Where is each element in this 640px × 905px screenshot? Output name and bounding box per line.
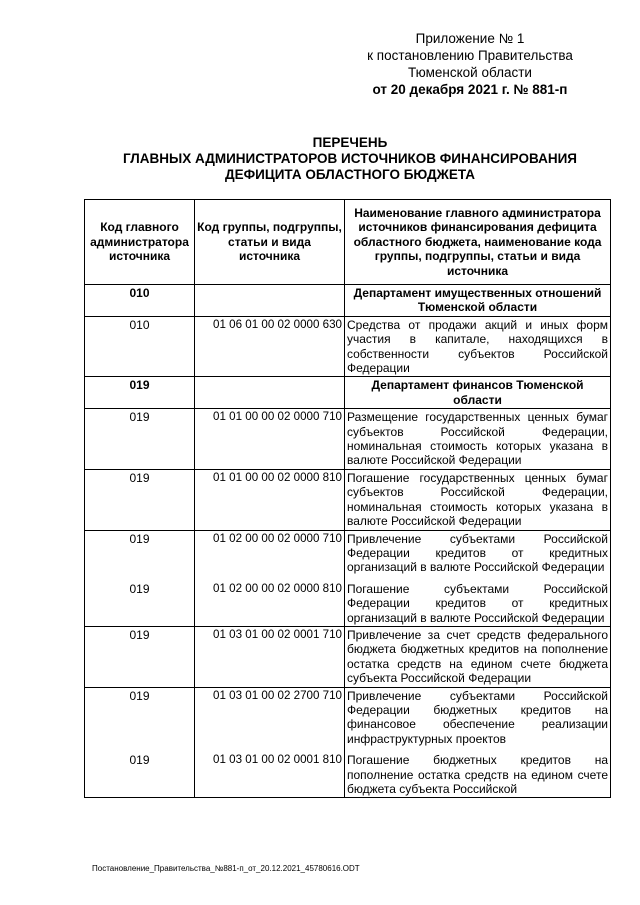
- cell-name: Департамент имущественных отношений Тюменской области: [345, 285, 611, 317]
- appendix-date: от 20 декабря 2021 г. № 881-п: [372, 82, 568, 97]
- sources-table: [84, 199, 611, 798]
- title-line-2: ГЛАВНЫХ АДМИНИСТРАТОРОВ ИСТОЧНИКОВ ФИНАНСИРОВАНИЯ: [122, 151, 577, 166]
- cell-source-code: [195, 285, 345, 317]
- header-admin-code: Код главного администратора источника: [85, 200, 195, 285]
- cell-source-code: 01 02 00 00 02 0000 710: [195, 530, 345, 576]
- cell-source-code: 01 01 00 00 02 0000 810: [195, 469, 345, 530]
- table-row: [85, 626, 611, 687]
- table-header-row: [85, 200, 611, 285]
- table-row: [85, 469, 611, 530]
- cell-source-code: [195, 377, 345, 409]
- title-line-3: ДЕФИЦИТА ОБЛАСТНОГО БЮДЖЕТА: [225, 167, 475, 182]
- cell-admin-code: 019: [85, 687, 195, 747]
- appendix-label: Приложение № 1: [415, 31, 525, 46]
- appendix-ref: к постановлению Правительства: [367, 48, 573, 63]
- cell-name: Размещение государственных ценных бумаг субъектов Российской Федерации, номинальная стоимость которых указана в валюте Российской Федерации: [345, 409, 611, 470]
- cell-admin-code: 010: [85, 316, 195, 377]
- cell-admin-code: 019: [85, 530, 195, 576]
- table-row: [85, 576, 611, 627]
- table-row-department: [85, 377, 611, 409]
- cell-admin-code: 019: [85, 469, 195, 530]
- document-footer: Постановление_Правительства_№881-п_от_20.12.2021_45780616.ODT: [92, 864, 360, 873]
- cell-name: Привлечение субъектами Российской Федерации кредитов от кредитных организаций в валюте Российской Федерации: [345, 530, 611, 576]
- cell-source-code: 01 01 00 00 02 0000 710: [195, 409, 345, 470]
- cell-admin-code: 019: [85, 576, 195, 627]
- cell-source-code: 01 06 01 00 02 0000 630: [195, 316, 345, 377]
- cell-name: Привлечение за счет средств федерального бюджета бюджетных кредитов на пополнение остатка средств на едином счете бюджета субъекта Российской Федерации: [345, 626, 611, 687]
- cell-source-code: 01 03 01 00 02 0001 810: [195, 747, 345, 798]
- cell-source-code: 01 03 01 00 02 0001 710: [195, 626, 345, 687]
- title-line-1: ПЕРЕЧЕНЬ: [312, 135, 388, 150]
- cell-admin-code: 019: [85, 747, 195, 798]
- cell-admin-code: 019: [85, 377, 195, 409]
- table-row: [85, 747, 611, 798]
- appendix-block: [340, 30, 600, 98]
- document-title: [60, 135, 640, 183]
- cell-name: Погашение субъектами Российской Федерации кредитов от кредитных организаций в валюте Российской Федерации: [345, 576, 611, 627]
- table-row: [85, 530, 611, 576]
- cell-admin-code: 019: [85, 409, 195, 470]
- cell-name: Привлечение субъектами Российской Федерации бюджетных кредитов на финансовое обеспечение реализации инфраструктурных проектов: [345, 687, 611, 747]
- cell-name: Погашение бюджетных кредитов на пополнение остатка средств на едином счете бюджета субъекта Российской: [345, 747, 611, 798]
- cell-admin-code: 019: [85, 626, 195, 687]
- table-row: [85, 687, 611, 747]
- table-row-department: [85, 285, 611, 317]
- cell-name: Погашение государственных ценных бумаг субъектов Российской Федерации, номинальная стоимость которых указана в валюте Российской Федерации: [345, 469, 611, 530]
- cell-admin-code: 010: [85, 285, 195, 317]
- cell-source-code: 01 03 01 00 02 2700 710: [195, 687, 345, 747]
- header-source-code: Код группы, подгруппы, статьи и вида источника: [195, 200, 345, 285]
- cell-name: Департамент финансов Тюменской области: [345, 377, 611, 409]
- table-row: [85, 409, 611, 470]
- table-row: [85, 316, 611, 377]
- cell-name: Средства от продажи акций и иных форм участия в капитале, находящихся в собственности субъектов Российской Федерации: [345, 316, 611, 377]
- header-name: Наименование главного администратора источников финансирования дефицита областного бюджета, наименование кода группы, подгруппы, статьи и вида источника: [345, 200, 611, 285]
- cell-source-code: 01 02 00 00 02 0000 810: [195, 576, 345, 627]
- appendix-region: Тюменской области: [408, 65, 532, 80]
